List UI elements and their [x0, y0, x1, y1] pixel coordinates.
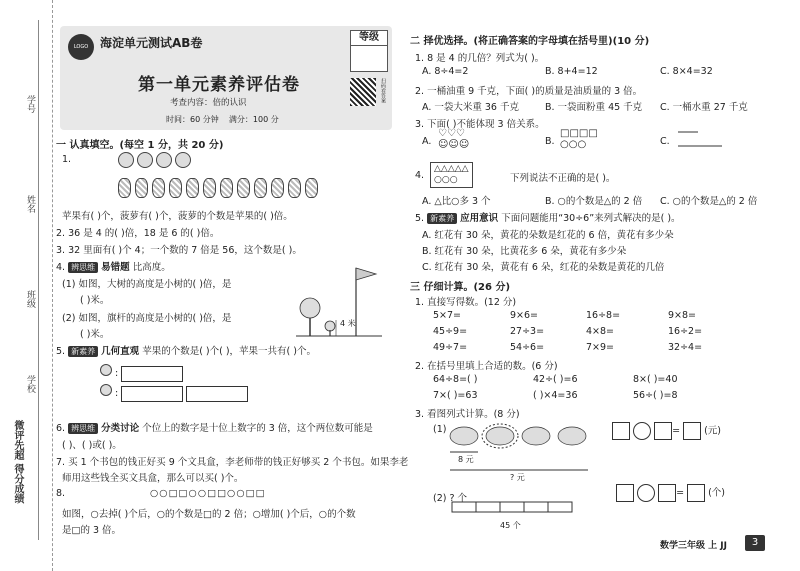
q5-text: 苹果的个数是( )个( )，苹果一共有( )个。 — [142, 346, 316, 357]
apple-bar — [186, 386, 248, 402]
q5-number: 5. — [56, 346, 66, 357]
qr-caption: 扫码看答案 — [380, 78, 386, 103]
q6-line — [56, 420, 373, 434]
calc-2-3: 4×8= — [586, 326, 615, 337]
q5-line — [56, 343, 316, 357]
q1-text: 苹果有( )个，菠萝有( )个，菠萝的个数是苹果的( )倍。 — [62, 211, 293, 222]
pineapple-row — [118, 178, 322, 201]
binding-strip — [0, 0, 53, 571]
answer-box — [658, 484, 676, 502]
exam-header — [60, 26, 392, 130]
pear-bar — [121, 366, 183, 382]
q4-line — [56, 259, 171, 273]
answer-box — [687, 484, 705, 502]
pineapple-icon — [237, 178, 250, 198]
s2-q2-opt-b: B. 一袋面粉重 45 千克 — [545, 102, 643, 113]
s2-q2-opt-a: A. 一袋大米重 36 千克 — [422, 102, 519, 113]
s2-q1-opt-b: B. 8+4=12 — [545, 66, 598, 77]
q7-text: 7. 买 1 个书包的钱正好买 9 个文具盒，李老师带的钱正好够买 2 个书包。如果李老 — [56, 457, 409, 468]
calc-2-4: 16÷2= — [668, 326, 703, 337]
s2-q5-number: 5. — [415, 213, 425, 224]
q2-text: 2. 36 是 4 的( )倍，18 是 6 的( )倍。 — [56, 228, 220, 239]
s2-q5-text: 下面问题能用“30÷6”来列式解决的是( )。 — [501, 213, 681, 224]
pineapple-icon — [305, 178, 318, 198]
q6-text-2: ( )、( )或( )。 — [62, 440, 122, 451]
s2-q3-opt-a: A. — [422, 136, 432, 147]
flag-icon — [356, 268, 376, 280]
s2-q1: 1. 8 是 4 的几倍？列式为( )。 — [415, 53, 545, 64]
pear-icon — [100, 364, 112, 376]
pineapple-icon — [271, 178, 284, 198]
square-icons: □□□□ ○○○ — [560, 128, 598, 150]
s2-q4-opt-c: C. ○的个数是△的 2 倍 — [660, 196, 758, 207]
s2-q3-opt-c: C. — [660, 136, 670, 147]
fan-icon — [486, 427, 514, 445]
q4-number: 4. — [56, 262, 66, 273]
fill-6: 56÷( )=8 — [633, 390, 678, 401]
apple-icon — [175, 152, 191, 168]
q5-badge: 新素养 — [68, 346, 98, 357]
fill-1: 64÷8=( ) — [433, 374, 478, 385]
brand-logo: LOGO — [68, 34, 94, 60]
calc-2-1: 45÷9= — [433, 326, 468, 337]
calc-1-1: 5×7= — [433, 310, 462, 321]
bar-rect — [452, 502, 572, 512]
segment-icons — [676, 128, 726, 152]
q4-badge: 辨思维 — [68, 262, 98, 273]
binding-line — [38, 20, 39, 540]
fig-4m-label: 4 米 — [340, 319, 356, 328]
calc-1-4: 9×8= — [668, 310, 697, 321]
pineapple-icon — [288, 178, 301, 198]
q8-label: 8. — [56, 488, 66, 499]
s2-q3-opt-b: B. — [545, 136, 555, 147]
s3-q3a-label: (1) — [433, 424, 447, 435]
q8-text: 如图，○去掉( )个后，○的个数是□的 2 倍；○增加( )个后，○的个数 — [62, 509, 356, 520]
q4a-text-2: ( )米。 — [80, 295, 110, 306]
q3a-bottom-label: ? 元 — [510, 473, 525, 482]
time-limit: 时间：60 分钟 — [166, 115, 219, 124]
apple-bar — [121, 386, 183, 402]
pineapple-icon — [118, 178, 131, 198]
full-score: 满分：100 分 — [228, 115, 279, 124]
section-1-heading: 一 认真填空。(每空 1 分，共 20 分) — [56, 140, 224, 151]
calc-2-2: 27÷3= — [510, 326, 545, 337]
bar-figure — [450, 500, 580, 520]
calc-3-4: 32÷4= — [668, 342, 703, 353]
fill-5: ( )×4=36 — [533, 390, 578, 401]
q5-figure: : — [100, 364, 183, 382]
calc-1-3: 16÷8= — [586, 310, 621, 321]
q5-tag: 几何直观 — [101, 346, 140, 357]
apple-icon — [118, 152, 134, 168]
q5-figure-apple: : — [100, 384, 248, 402]
q3a-equation: = (元) — [612, 422, 721, 440]
exam-scope: 考查内容：倍的认识 — [170, 98, 247, 108]
s2-q5-line — [415, 210, 681, 224]
s2-q3: 3. 下面( )不能体现 3 倍关系。 — [415, 119, 545, 130]
answer-box — [654, 422, 672, 440]
s2-q5-tag: 应用意识 — [460, 213, 499, 224]
name-label: 姓名 — [25, 195, 35, 213]
s2-q2: 2. 一桶油重 9 千克，下面( )的质量是油质量的 3 倍。 — [415, 86, 643, 97]
calc-3-1: 49÷7= — [433, 342, 468, 353]
footer-text: 数学三年级 上 JJ — [660, 541, 727, 551]
fill-2: 42÷( )=6 — [533, 374, 578, 385]
grade-box — [350, 30, 388, 72]
fill-3: 8×( )=40 — [633, 374, 678, 385]
page-title: 第一单元素养评估卷 — [138, 75, 300, 95]
q4a-text: (1) 如图，大树的高度是小树的( )倍，是 — [62, 279, 232, 290]
answer-box — [612, 422, 630, 440]
s2-q5-opt-a: A. 红花有 30 朵，黄花的朵数是红花的 6 倍，黄花有多少朵 — [422, 230, 674, 241]
heart-icons: ♡♡♡ ☺☺☺ — [438, 128, 470, 150]
q4b-text: (2) 如图，旗杆的高度是小树的( )倍，是 — [62, 313, 232, 324]
fan-icon — [522, 427, 550, 445]
q3a-top-label: 8 元 — [458, 455, 474, 464]
q1-label: 1. — [62, 154, 72, 165]
q6-badge: 辨思维 — [68, 423, 98, 434]
pineapple-icon — [203, 178, 216, 198]
qr-code-icon — [350, 78, 376, 106]
s2-q2-opt-c: C. 一桶水重 27 千克 — [660, 102, 748, 113]
s2-q4-label: 4. — [415, 170, 425, 181]
apple-icon — [156, 152, 172, 168]
exam-meta — [166, 114, 279, 125]
answer-box — [683, 422, 701, 440]
s3-q2: 2. 在括号里填上合适的数。(6 分) — [415, 361, 558, 372]
s2-q1-opt-c: C. 8×4=32 — [660, 66, 713, 77]
q4-text: 比高度。 — [132, 262, 171, 273]
q4b-text-2: ( )米。 — [80, 329, 110, 340]
q3b-bottom-label: 45 个 — [500, 521, 521, 530]
q7-text-2: 师用这些钱全买文具盒，那么可以买( )个。 — [62, 473, 244, 484]
fill-4: 7×( )=63 — [433, 390, 478, 401]
calc-3-3: 7×9= — [586, 342, 615, 353]
student-no-label: 学号 — [25, 95, 35, 113]
pineapple-icon — [186, 178, 199, 198]
section-2-heading: 二 择优选择。(将正确答案的字母填在括号里)(10 分) — [410, 36, 650, 47]
s2-q5-badge: 新素养 — [427, 213, 457, 224]
calc-3-2: 54÷6= — [510, 342, 545, 353]
s3-q1: 1. 直接写得数。(12 分) — [415, 297, 517, 308]
s2-q4-opt-b: B. ○的个数是△的 2 倍 — [545, 196, 643, 207]
apple-icon — [137, 152, 153, 168]
pineapple-icon — [135, 178, 148, 198]
grade-label: 等级 — [351, 31, 387, 46]
q3b-equation: = (个) — [616, 484, 725, 502]
q3b-unit: (个) — [708, 487, 725, 499]
q8-text-2: 是□的 3 倍。 — [62, 525, 122, 536]
fan-icon — [558, 427, 586, 445]
s3-q3b-label: (2) ? 个 — [433, 493, 468, 504]
series-title: 海淀单元测试AB卷 — [100, 36, 203, 50]
s2-q1-opt-a: A. 8÷4=2 — [422, 66, 469, 77]
s2-q4: 下列说法不正确的是( )。 — [510, 173, 616, 184]
small-tree-icon — [325, 321, 335, 331]
pineapple-icon — [152, 178, 165, 198]
operator-circle — [637, 484, 655, 502]
q8-sequence: ○○□□○○□□○○□□ — [150, 488, 266, 499]
page-number: 3 — [745, 535, 765, 551]
q6-number: 6. — [56, 423, 66, 434]
operator-circle — [633, 422, 651, 440]
class-label: 班级 — [25, 290, 35, 308]
section-3-heading: 三 仔细计算。(26 分) — [410, 282, 511, 293]
s2-q5-opt-c: C. 红花有 30 朵，黄花有 6 朵，红花的朵数是黄花的几倍 — [422, 262, 665, 273]
binding-slogan: 微评先超 得分成绩 — [12, 420, 23, 504]
s2-q5-opt-b: B. 红花有 30 朵，比黄花多 6 朵，黄花有多少朵 — [422, 246, 627, 257]
calc-1-2: 9×6= — [510, 310, 539, 321]
apple-icon — [100, 384, 112, 396]
q6-text: 个位上的数字是十位上数字的 3 倍，这个两位数可能是 — [142, 423, 373, 434]
q3-text: 3. 32 里面有( )个 4；一个数的 7 倍是 56，这个数是( )。 — [56, 245, 302, 256]
s2-q4-opt-a: A. △比○多 3 个 — [422, 196, 491, 207]
pineapple-icon — [220, 178, 233, 198]
school-label: 学校 — [25, 375, 35, 393]
apple-row — [118, 152, 194, 171]
fan-icon — [450, 427, 478, 445]
q3a-unit: (元) — [704, 425, 721, 437]
q6-tag: 分类讨论 — [101, 423, 140, 434]
pineapple-icon — [169, 178, 182, 198]
pineapple-icon — [254, 178, 267, 198]
s2-q4-figure: △△△△△ ○○○ — [430, 162, 473, 188]
height-figure — [296, 264, 382, 340]
big-tree-icon — [300, 298, 320, 318]
s3-q3: 3. 看图列式计算。(8 分) — [415, 409, 520, 420]
answer-box — [616, 484, 634, 502]
q4-tag: 易错题 — [101, 262, 130, 273]
